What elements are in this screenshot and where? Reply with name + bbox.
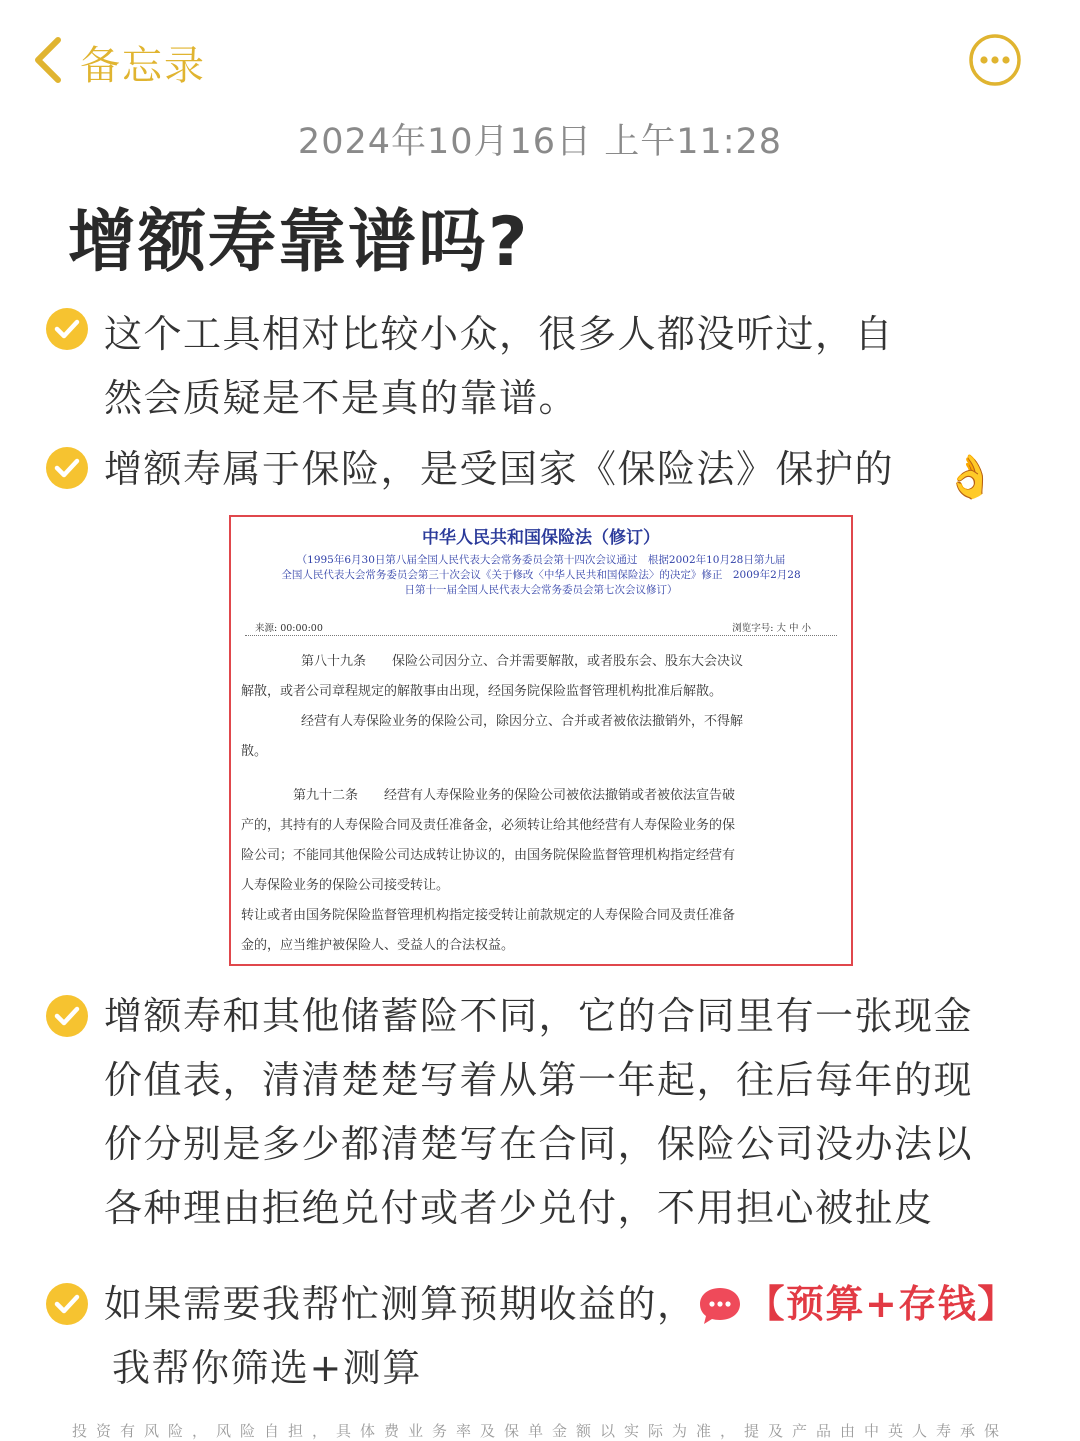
bullet-item-3-line-2: 价值表，清清楚楚写着从第一年起，往后每年的现 (104, 1058, 974, 1102)
bullet-item-2-line-1: 增额寿属于保险，是受国家《保险法》保护的 (104, 447, 895, 491)
document-subtitle-line: 全国人民代表大会常务委员会第三十次会议《关于修改〈中华人民共和国保险法〉的决定》修正 2009年2月28 (281, 569, 801, 581)
check-circle-icon (45, 446, 89, 490)
bullet-item-3-line-4: 各种理由拒绝兑付或者少兑付，不用担心被扯皮 (104, 1186, 934, 1230)
bullet-item-4-prefix: 如果需要我帮忙测算预期收益的， (104, 1282, 697, 1326)
bullet-item-3-line-3: 价分别是多少都清楚写在合同，保险公司没办法以 (104, 1122, 974, 1166)
note-timestamp: 2024年10月16日 上午11:28 (297, 122, 783, 162)
document-subtitle-line: 日第十一届全国人民代表大会常务委员会第七次会议修订） (404, 584, 678, 596)
document-subtitle-line: （1995年6月30日第八届全国人民代表大会常务委员会第十四次会议通过 根据2002年10月28日第九届 (296, 554, 786, 566)
bullet-item-4-line-2: 我帮你筛选+测算 (112, 1346, 422, 1390)
document-title: 中华人民共和国保险法（修订） (422, 528, 660, 548)
document-line: 人寿保险业务的保险公司接受转让。 (241, 878, 450, 893)
document-subtitle (245, 553, 837, 598)
document-body (241, 647, 839, 961)
document-line: 第八十九条 保险公司因分立、合并需要解散，或者股东会、股东大会决议 (301, 654, 744, 669)
check-circle-icon (45, 994, 89, 1038)
more-options-icon (968, 72, 1022, 91)
document-source: 来源: 00:00:00 (255, 623, 323, 634)
bullet-item-4-line-1 (104, 1272, 1017, 1336)
speech-bubble-icon (697, 1282, 743, 1324)
document-line: 解散，或者公司章程规定的解散事由出现，经国务院保险监督管理机构批准后解散。 (241, 684, 723, 699)
document-line: 金的，应当维护被保险人、受益人的合法权益。 (241, 938, 515, 953)
document-line: 散。 (241, 744, 268, 759)
bullet-item-3-line-1: 增额寿和其他储蓄险不同，它的合同里有一张现金 (104, 994, 974, 1038)
more-options-button[interactable] (968, 33, 1022, 87)
document-font-size: 浏览字号: 大 中 小 (732, 623, 811, 634)
bullet-item-3 (104, 984, 973, 1240)
chevron-left-icon (30, 34, 66, 90)
note-title: 增额寿靠谱吗? (68, 203, 530, 282)
risk-disclaimer: 投资有风险，风险自担，具体费业务率及保单金额以实际为准，提及产品由中英人寿承保 (71, 1422, 1008, 1440)
insurance-law-document-image (229, 515, 853, 966)
bullet-item-2 (104, 442, 894, 496)
bullet-item-1-line-2: 然会质疑是不是真的靠谱。 (104, 376, 579, 420)
back-button[interactable] (30, 32, 206, 92)
document-line: 险公司；不能同其他保险公司达成转让协议的，由国务院保险监督管理机构指定经营有 (241, 848, 736, 863)
check-circle-icon (45, 1282, 89, 1326)
top-bar (0, 0, 1080, 110)
document-line: 产的，其持有的人寿保险合同及责任准备金，必须转让给其他经营有人寿保险业务的保 (241, 818, 736, 833)
ok-hand-emoji: 👌 (944, 452, 997, 501)
document-divider (245, 635, 837, 636)
bullet-item-1-line-1: 这个工具相对比较小众，很多人都没听过，自 (104, 312, 895, 356)
document-line: 经营有人寿保险业务的保险公司，除因分立、合并或者被依法撤销外，不得解 (301, 714, 744, 729)
back-label: 备忘录 (80, 42, 206, 89)
bullet-item-1 (104, 302, 894, 430)
check-circle-icon (45, 307, 89, 351)
document-line: 转让或者由国务院保险监督管理机构指定接受转让前款规定的人寿保险合同及责任准备 (241, 908, 736, 923)
bullet-item-4 (104, 1272, 1017, 1400)
budget-savings-highlight: 【预算+存钱】 (746, 1282, 1017, 1326)
document-line: 第九十二条 经营有人寿保险业务的保险公司被依法撤销或者被依法宣告破 (293, 788, 736, 803)
